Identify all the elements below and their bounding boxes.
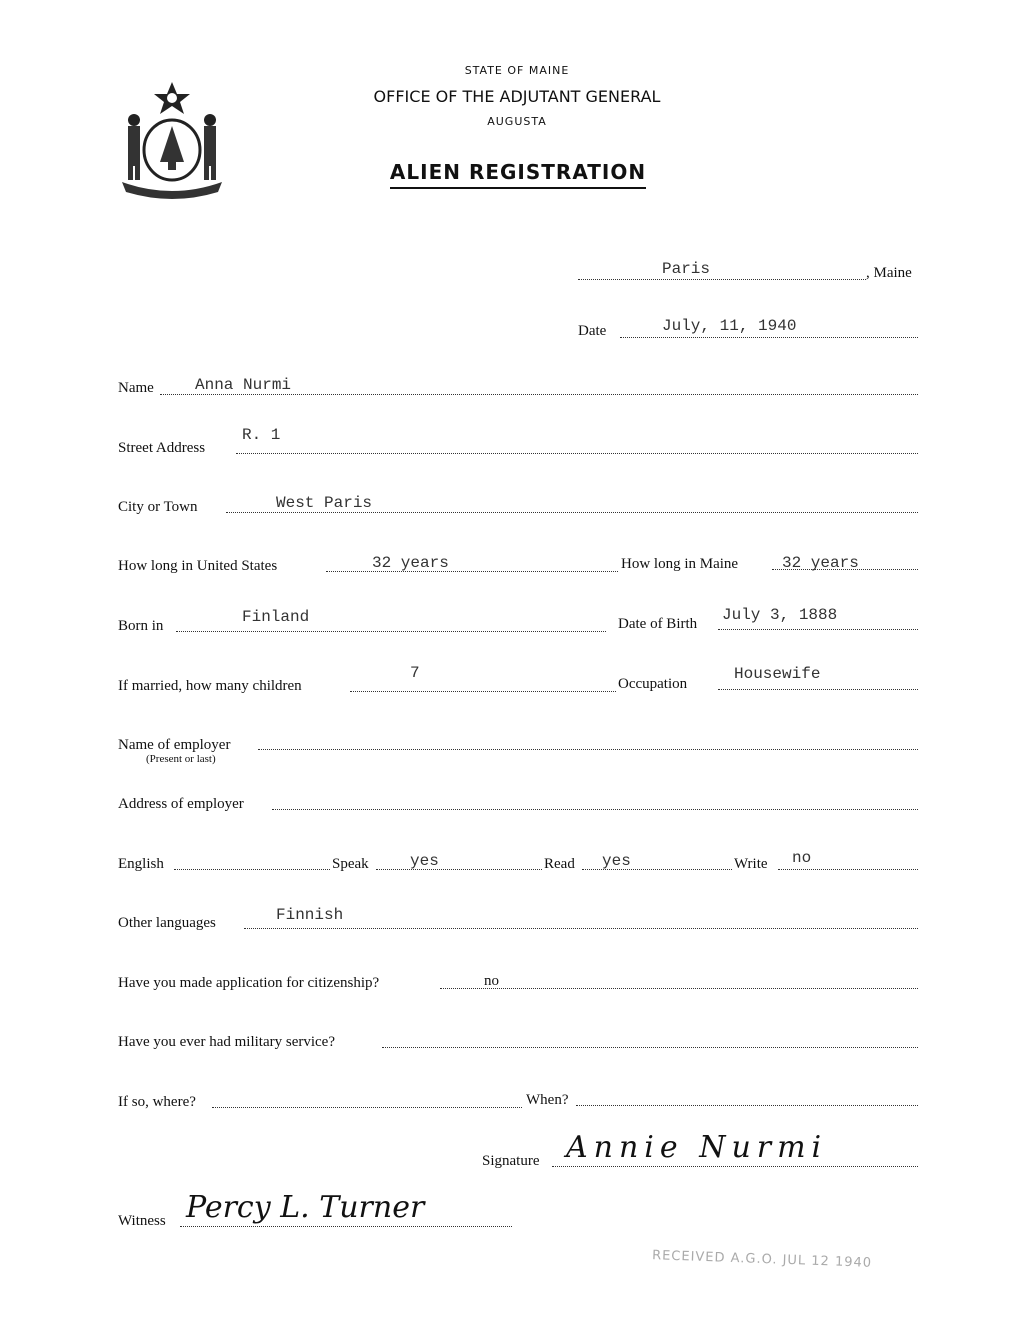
how-long-us-value: 32 years — [372, 554, 449, 572]
children-value: 7 — [410, 664, 420, 682]
born-in-value: Finland — [242, 608, 310, 626]
military-label: Have you ever had military service? — [118, 1034, 335, 1050]
signature-value: Annie Nurmi — [566, 1130, 828, 1165]
citizenship-label: Have you made application for citizenship? — [118, 975, 380, 991]
other-languages-value: Finnish — [276, 906, 344, 924]
how-long-maine-label: How long in Maine — [621, 556, 739, 572]
citizenship-value: no — [484, 973, 499, 989]
signature-label: Signature — [482, 1153, 540, 1169]
employer-address-label: Address of employer — [118, 796, 244, 812]
form-title: ALIEN REGISTRATION — [390, 160, 646, 189]
how-long-us-label: How long in United States — [118, 558, 278, 574]
speak-label: Speak — [332, 856, 369, 872]
name-value: Anna Nurmi — [195, 376, 292, 394]
dob-label: Date of Birth — [618, 616, 698, 632]
place-suffix: , Maine — [866, 265, 912, 281]
occupation-label: Occupation — [618, 676, 688, 692]
name-label: Name — [118, 380, 154, 396]
witness-signature: Percy L. Turner — [186, 1190, 425, 1225]
city-value: West Paris — [276, 494, 373, 512]
write-label: Write — [734, 856, 768, 872]
read-label: Read — [544, 856, 575, 872]
witness-label: Witness — [118, 1213, 166, 1229]
children-label: If married, how many children — [118, 678, 302, 694]
date-value: July, 11, 1940 — [662, 317, 797, 335]
seal-label: MAINE — [150, 182, 189, 192]
other-languages-label: Other languages — [118, 915, 216, 931]
when-label: When? — [526, 1092, 569, 1108]
employer-name-sublabel: (Present or last) — [146, 753, 216, 765]
city-label: City or Town — [118, 499, 198, 515]
employer-name-label: Name of employer — [118, 737, 231, 753]
state-heading: STATE OF MAINE — [464, 64, 570, 77]
how-long-maine-value: 32 years — [782, 554, 859, 572]
speak-value: yes — [410, 852, 439, 870]
street-value: R. 1 — [242, 426, 281, 444]
city-heading: AUGUSTA — [487, 115, 547, 128]
place-value: Paris — [662, 260, 711, 278]
born-in-label: Born in — [118, 618, 164, 634]
dob-value: July 3, 1888 — [722, 606, 838, 624]
date-label: Date — [578, 323, 607, 339]
english-label: English — [118, 856, 164, 872]
occupation-value: Housewife — [734, 665, 821, 683]
street-label: Street Address — [118, 440, 206, 456]
received-stamp: RECEIVED A.G.O. JUL 12 1940 — [651, 1248, 873, 1271]
read-value: yes — [602, 852, 631, 870]
office-heading: OFFICE OF THE ADJUTANT GENERAL — [373, 87, 661, 106]
write-value: no — [792, 849, 812, 867]
where-label: If so, where? — [118, 1094, 196, 1110]
